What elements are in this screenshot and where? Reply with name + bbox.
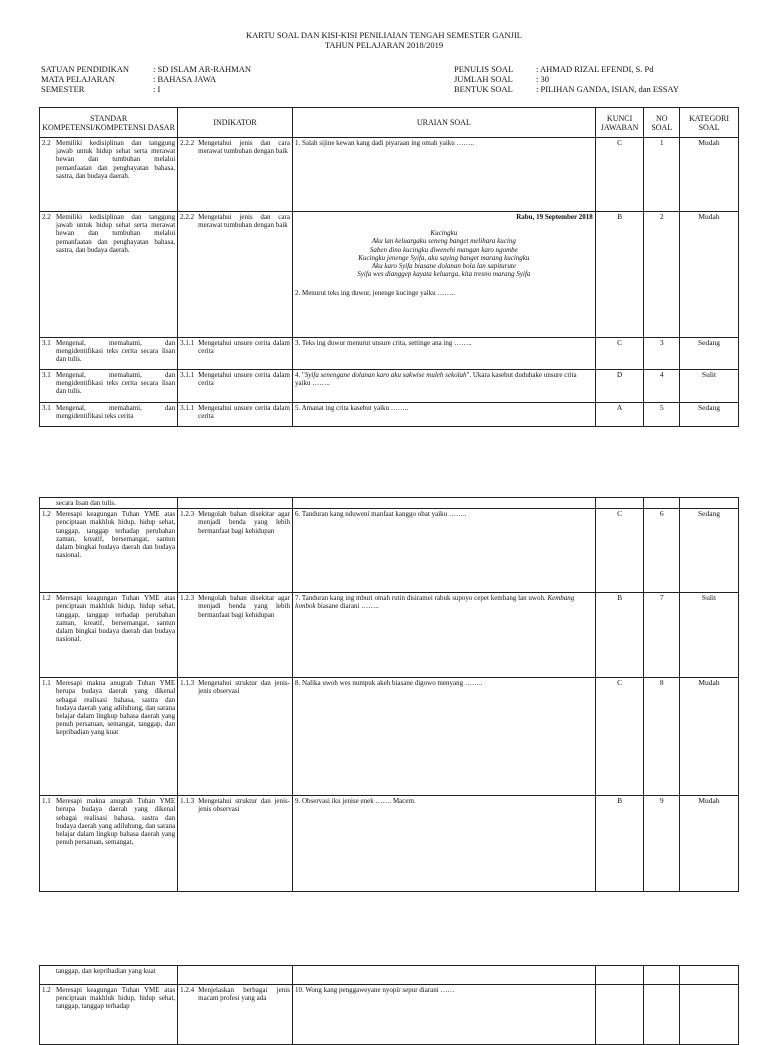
kd-text: Meresapi keagungan Tuhan YME atas penciptaan makhluk hidup, hidup sehat, tanggap, tanggap terhadap perubahan zaman, kreatif, bersemangat, santun dalam bingkai budaya daerah dan budaya nasional. — [56, 594, 176, 644]
soal-quote: Kembang lombok — [294, 594, 575, 611]
page-2 — [0, 494, 768, 940]
indikator-number: 1.1.3 — [180, 679, 195, 688]
table-row — [40, 966, 739, 985]
kategori-soal: Mudah — [680, 212, 739, 338]
table-row — [40, 593, 739, 678]
soal-text: 8. Nalika uwoh wes numpuk akeh biasane digowo menyang …….. — [292, 678, 595, 796]
kunci-jawaban: B — [595, 593, 644, 678]
soal-text: 1. Salah sijine kewan kang dadi piyaraan ing omah yaiku …….. — [292, 138, 595, 212]
table-row — [40, 985, 739, 1045]
indikator-text: Mengetahui struktur dan jenis-jenis observasi — [198, 679, 290, 696]
col-header-kunci: KUNCI JAWABAN — [595, 108, 644, 138]
table-row — [40, 678, 739, 796]
info-value: : SD ISLAM AR-RAHMAN — [153, 64, 251, 74]
table-header-row — [40, 108, 739, 138]
indikator-number: 1.1.3 — [180, 797, 195, 806]
info-label: JUMLAH SOAL — [454, 74, 513, 84]
no-soal: 2 — [644, 212, 680, 338]
col-header-indikator: INDIKATOR — [178, 108, 293, 138]
info-value: : PILIHAN GANDA, ISIAN, dan ESSAY — [536, 84, 680, 94]
no-soal: 4 — [644, 370, 680, 403]
kd-text: Mengenal, memahami, dan mengidentifikasi teks cerita — [56, 404, 176, 421]
kategori-soal: Sedang — [680, 509, 739, 593]
info-left — [41, 64, 251, 94]
kunci-jawaban: C — [595, 678, 644, 796]
info-value: : I — [153, 84, 161, 94]
no-soal: 9 — [644, 796, 680, 892]
no-soal: 3 — [644, 338, 680, 370]
kd-number: 2.2 — [42, 139, 51, 147]
kunci-jawaban: C — [595, 509, 644, 593]
indikator-text: Mengetahui struktur dan jenis-jenis observasi — [198, 797, 290, 814]
no-soal: 6 — [644, 509, 680, 593]
kategori-soal: Mudah — [680, 796, 739, 892]
kd-text: Meresapi keagungan Tuhan YME atas penciptaan makhluk hidup, hidup sehat, tanggap, tanggap terhadap perubahan zaman, kreatif, bersemangat, santun dalam bingkai budaya daerah dan budaya nasional. — [56, 510, 176, 560]
story-line: Kucingku jenenge Syifa, aku saying banget marang kucingku — [358, 253, 530, 262]
kategori-soal: Sedang — [680, 338, 739, 370]
indikator-text: Mengetahui unsure cerita dalam cerita — [198, 404, 290, 421]
indikator-text: Menjelaskan berbagai jenis macam profesi yang ada — [198, 986, 290, 1003]
soal-text: 6. Tanduran kang nduweni manfaat kanggo obat yaiku …….. — [292, 509, 595, 593]
kategori-soal: Mudah — [680, 678, 739, 796]
info-label: BENTUK SOAL — [454, 84, 513, 94]
soal-cell — [292, 370, 595, 403]
kisi-table-page-1 — [39, 107, 739, 427]
indikator-number: 3.1.1 — [180, 339, 195, 347]
indikator-number: 1.2.4 — [180, 986, 195, 994]
indikator-number: 2.2.2 — [180, 213, 195, 221]
col-header-uraian: URAIAN SOAL — [292, 108, 595, 138]
info-value: : 30 — [536, 74, 549, 84]
table-row — [40, 370, 739, 403]
indikator-number: 1.2.3 — [180, 594, 195, 603]
col-header-no: NO SOAL — [644, 108, 680, 138]
kd-text: Memiliki kedisiplinan dan tanggung jawab untuk hidup sehat serta merawat hewan dan tumbuhan melalui pemanfaatan dan penghayatan bahasa, sastra, dan budaya daerah. — [56, 213, 176, 254]
info-label: PENULIS SOAL — [454, 64, 514, 74]
info-label: SATUAN PENDIDIKAN — [41, 64, 130, 74]
soal-cell — [292, 593, 595, 678]
indikator-number: 2.2.2 — [180, 139, 195, 147]
soal-text: 3. Teks ing duwur menurut unsure crita, settinge ana ing …….. — [292, 338, 595, 370]
story-date: Rabu, 19 September 2018 — [516, 213, 593, 221]
indikator-text: Mengetahui jenis dan cara merawat tumbuhan dengan baik — [198, 139, 290, 156]
soal-cell — [292, 212, 595, 338]
document-title: KARTU SOAL DAN KISI-KISI PENILIAIAN TENGAH SEMESTER GANJIL — [246, 30, 522, 40]
soal-text: 4. " — [294, 371, 305, 379]
info-right — [454, 64, 680, 94]
story-line: Syifa wes dianggep kayata keluarga, kita tresno marang Syifa — [357, 270, 531, 279]
no-soal: 5 — [644, 403, 680, 427]
kategori-soal: Sulit — [680, 370, 739, 403]
no-soal: 7 — [644, 593, 680, 678]
soal-text: 7. Tanduran kang ing mburi omah rutin disiramei rabuk supoyo cepet kembang lan uwoh. — [294, 594, 548, 603]
kisi-table-page-3 — [39, 965, 739, 1045]
soal-text: 10. Wong kang penggaweyane nyopir sepur diarani …… — [292, 985, 595, 1045]
info-value: : BAHASA JAWA — [153, 74, 217, 84]
page-1 — [0, 0, 768, 450]
indikator-text: Mengetahui jenis dan cara merawat tumbuhan dengan baik — [198, 213, 290, 230]
table-row — [40, 796, 739, 892]
kunci-jawaban: B — [595, 796, 644, 892]
table-row — [40, 403, 739, 427]
kd-number: 1.2 — [42, 510, 51, 519]
kategori-soal: Mudah — [680, 138, 739, 212]
table-row — [40, 509, 739, 593]
document-subtitle: TAHUN PELAJARAN 2018/2019 — [324, 40, 444, 50]
kd-text: tanggap, dan kepribadian yang kuat — [40, 966, 178, 985]
indikator-text: Mengolah bahan disekitar agar menjadi benda yang lebih bermanfaat bagi kehidupan — [198, 510, 290, 535]
no-soal: 1 — [644, 138, 680, 212]
kunci-jawaban: A — [595, 403, 644, 427]
indikator-text: Mengolah bahan disekitar agar menjadi benda yang lebih bermanfaat bagi kehidupan — [198, 594, 290, 619]
kd-text: secara lisan dan tulis. — [40, 498, 178, 509]
kd-text: Memiliki kedisiplinan dan tanggung jawab untuk hidup sehat serta merawat hewan dan tumbuhan melalui pemanfaatan dan penghayatan bahasa, sastra, dan budaya daerah. — [56, 139, 176, 180]
soal-text: 2. Menurut teks ing duwur, jenenge kucinge yaiku …….. — [294, 289, 455, 298]
kunci-jawaban: C — [595, 138, 644, 212]
kategori-soal: Sulit — [680, 593, 739, 678]
table-row — [40, 212, 739, 338]
info-value: : AHMAD RIZAL EFENDI, S. Pd — [536, 64, 654, 74]
no-soal: 8 — [644, 678, 680, 796]
soal-text: 5. Amanat ing crita kasebut yaiku …….. — [292, 403, 595, 427]
soal-text: 9. Observasi iku jenise enek ……. Macem. — [292, 796, 595, 892]
kd-number: 1.2 — [42, 594, 51, 603]
kd-text: Meresapi makna anugrah Tuhan YME berupa budaya daerah yang dikenal sebagai realisasi bahasa, sastra dan budaya daerah yang adiluhung, dan sarana belajar dalam lingkup bahasa daerah yang penuh persatuan, semangat, — [56, 797, 176, 847]
kunci-jawaban: D — [595, 370, 644, 403]
indikator-number: 3.1.1 — [180, 371, 195, 379]
kd-number: 3.1 — [42, 339, 51, 347]
story-line: Saben dino kucingku diwenehi mangan karo ngombe — [369, 245, 518, 254]
kategori-soal: Sedang — [680, 403, 739, 427]
kd-number: 3.1 — [42, 371, 51, 379]
info-label: SEMESTER — [41, 84, 85, 94]
story-line: Aku lan keluargaku seneng banget melihara kucing — [371, 237, 516, 246]
col-header-kategori: KATEGORI SOAL — [680, 108, 739, 138]
page-3 — [0, 962, 768, 1024]
table-row — [40, 338, 739, 370]
kd-text: Mengenal, memahami, dan mengidentifikasi teks cerita secara lisan dan tulis. — [56, 371, 176, 396]
col-header-standar: STANDAR KOMPETENSI/KOMPETENSI DASAR — [40, 108, 178, 138]
kd-text: Meresapi keagungan Tuhan YME atas penciptaan makhluk hidup, hidup sehat, tanggap, tanggap terhadap — [56, 986, 176, 1011]
kd-number: 1.2 — [42, 986, 51, 994]
soal-text: ". Ukara kasebut duduhake unsure crita yaiku …….. — [294, 371, 577, 388]
indikator-text: Mengetahui unsure cerita dalam cerita — [198, 339, 290, 356]
indikator-text: Mengetahui unsure cerita dalam cerita — [198, 371, 290, 388]
indikator-number: 3.1.1 — [180, 404, 195, 412]
kd-text: Mengenal, memahami, dan mengidentifikasi teks cerita secara lisan dan tulis. — [56, 339, 176, 364]
soal-quote: Syifa senengane dolanan karo aku sakwise muleh sekolah — [304, 371, 467, 379]
kd-number: 2.2 — [42, 213, 51, 221]
table-row — [40, 138, 739, 212]
story-line: Aku karo Syifa biasane dolanan bola lan sapiturute — [371, 262, 516, 271]
kd-number: 3.1 — [42, 404, 51, 412]
table-row — [40, 498, 739, 509]
indikator-number: 1.2.3 — [180, 510, 195, 519]
story-title: Kucingku — [430, 229, 458, 238]
kisi-table-page-2 — [39, 497, 739, 892]
kunci-jawaban: B — [595, 212, 644, 338]
soal-text: biasane diarani …….. — [315, 602, 379, 611]
kunci-jawaban: C — [595, 338, 644, 370]
kd-number: 1.1 — [42, 797, 51, 806]
kd-text: Meresapi makna anugrah Tuhan YME berupa budaya daerah yang dikenal sebagai realisasi bahasa, sastra dan budaya daerah yang adiluhung, dan sarana belajar dalam lingkup bahasa daerah yang penuh persatuan, semangat, tanggap, dan kepribadian yang kuat — [56, 679, 176, 737]
kd-number: 1.1 — [42, 679, 51, 688]
info-label: MATA PELAJARAN — [41, 74, 115, 84]
